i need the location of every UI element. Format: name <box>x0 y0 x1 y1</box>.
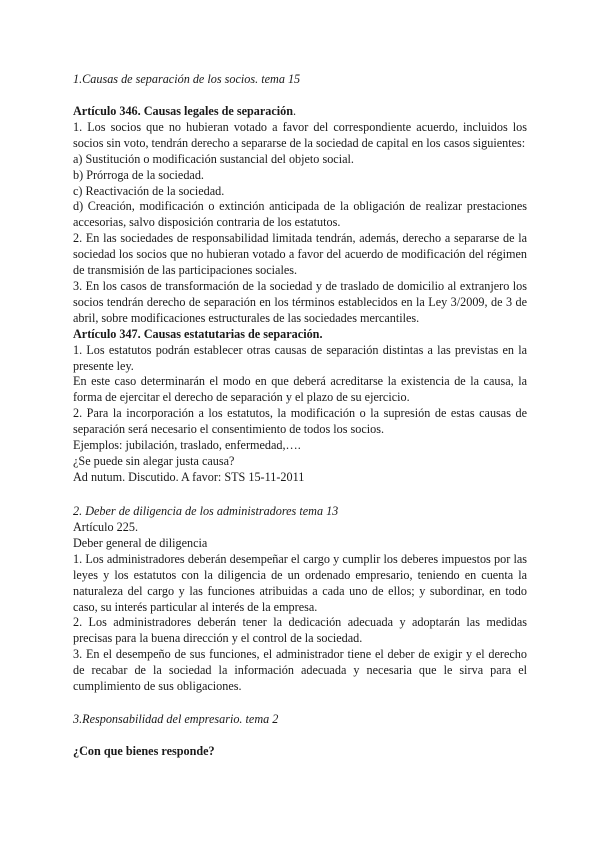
article-346-item-c: c) Reactivación de la sociedad. <box>73 183 225 198</box>
section-1 <box>73 72 527 88</box>
article-346-item-d: d) Creación, modificación o extinción anticipada de la obligación de realizar prestaciones accesorias, salvo disposición contraria de los estatutos. <box>73 199 527 230</box>
section-2-title: 2. Deber de diligencia de los administradores tema 13 <box>73 504 339 518</box>
article-346-item-a: a) Sustitución o modificación sustancial del objeto social. <box>73 151 354 166</box>
section-1-body <box>73 104 527 486</box>
article-346-paragraph-2: 2. En las sociedades de responsabilidad limitada tendrán, además, derecho a separarse de la sociedad los socios que no hubieran votado a favor del acuerdo de modificación del régimen de transmisión de las participaciones sociales. <box>73 231 527 278</box>
article-347-paragraph-1: 1. Los estatutos podrán establecer otras causas de separación distintas a las previstas en la presente ley. <box>73 342 527 373</box>
section-3-question: ¿Con que bienes responde? <box>73 744 215 758</box>
article-347-paragraph-2: 2. Para la incorporación a los estatutos, la modificación o la supresión de estas causas de separación será necesario el consentimiento de todos los socios. <box>73 406 527 437</box>
section-3-title: 3.Responsabilidad del empresario. tema 2 <box>73 712 279 726</box>
ad-nutum-line: Ad nutum. Discutido. A favor: STS 15-11-2011 <box>73 469 305 484</box>
article-346-heading-period: . <box>293 104 297 118</box>
article-346-paragraph-3: 3. En los casos de transformación de la sociedad y de traslado de domicilio al extranjero los socios tendrán derecho de separación en los términos establecidos en la Ley 3/2009, de 3 de abril, sobre modificaciones estructurales de las sociedades mercantiles. <box>73 278 527 325</box>
article-225-label: Artículo 225. <box>73 520 138 534</box>
question-line: ¿Se puede sin alegar justa causa? <box>73 453 235 468</box>
article-225-paragraph-3: 3. En el desempeño de sus funciones, el administrador tiene el deber de exigir y el derecho de recabar de la sociedad la información adecuada y necesaria que le sirva para el cumplimiento de sus obligaciones. <box>73 647 527 694</box>
article-225-subtitle: Deber general de diligencia <box>73 535 208 550</box>
article-225-paragraph-2: 2. Los administradores deberán tener la dedicación adecuada y adoptarán las medidas precisas para la buena dirección y el control de la sociedad. <box>73 615 527 646</box>
article-347-paragraph-1b: En este caso determinarán el modo en que deberá acreditarse la existencia de la causa, la forma de ejercitar el derecho de separación y el plazo de su ejercicio. <box>73 374 527 405</box>
article-346-heading <box>73 104 527 120</box>
section-2-body <box>73 520 527 695</box>
section-3 <box>73 712 527 728</box>
article-347-heading: Artículo 347. Causas estatutarias de separación. <box>73 326 323 341</box>
article-346-heading-text: Artículo 346. Causas legales de separación <box>73 104 294 118</box>
examples-line: Ejemplos: jubilación, traslado, enfermedad,…. <box>73 438 301 453</box>
section-1-title: 1.Causas de separación de los socios. tema 15 <box>73 72 301 86</box>
section-2 <box>73 504 527 520</box>
section-3-body <box>73 744 527 760</box>
article-346-paragraph-1: 1. Los socios que no hubieran votado a favor del correspondiente acuerdo, incluidos los socios sin voto, tendrán derecho a separarse de la sociedad de capital en los casos siguientes: <box>73 119 527 150</box>
article-346-item-b: b) Prórroga de la sociedad. <box>73 167 204 182</box>
article-225-paragraph-1: 1. Los administradores deberán desempeñar el cargo y cumplir los deberes impuestos por las leyes y los estatutos con la diligencia de un ordenado empresario, teniendo en cuenta la naturaleza del cargo y las funciones atribuidas a cada uno de ellos; y subordinar, en todo caso, su interés particular al interés de la empresa. <box>73 551 527 614</box>
